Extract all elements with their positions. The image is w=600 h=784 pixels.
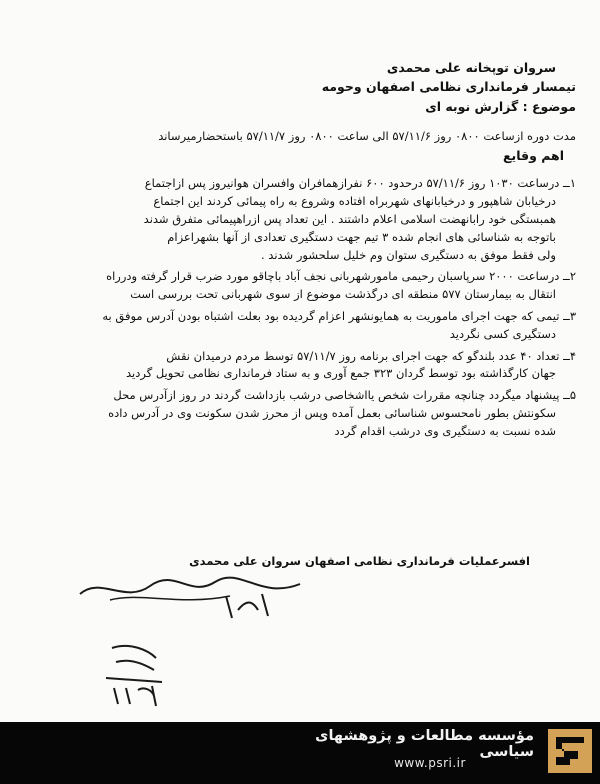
event-line: سکونتش بطور نامحسوس شناسائی بعمل آمده وپس از محرز شدن سکونت وی در آدرس داده xyxy=(108,406,556,421)
recipient-line: سروان توپخانه علی محمدی xyxy=(386,60,556,75)
event-line: ۳ــ تیمی که جهت اجرای ماموریت به همایونشهر اعزام گردیده بود بعلت اشتباه بودن آدرس موفق به xyxy=(102,309,576,323)
events-heading: اهم وقایع xyxy=(503,147,564,163)
event-item-5 xyxy=(24,387,576,440)
site-url: www.psri.ir xyxy=(394,756,466,770)
event-item-1 xyxy=(24,175,576,264)
period-line: مدت دوره ازساعت ۰۸۰۰ روز ۵۷/۱۱/۶ الی ساعت ۰۸۰۰ روز ۵۷/۱۱/۷ باستحضارمیرساند xyxy=(158,129,576,144)
signature-block: افسرعملیات فرمانداری نظامی اصفهان سروان علی محمدی xyxy=(189,554,530,568)
event-line: ۲ــ درساعت ۲۰۰۰ سرپاسبان رحیمی مامورشهربانی نجف آباد باچاقو مورد ضرب قرار گرفته ودرراه xyxy=(106,269,576,284)
event-line: جهان کارگذاشته بود توسط گردان ۳۲۳ جمع آوری و به ستاد فرمانداری نظامی تحویل گردید xyxy=(126,366,556,381)
event-line: درخیابان شاهپور و درخیابانهای شهربراه افتاده وشروع به راه پیمائی کردند این اجتماع xyxy=(153,194,556,209)
event-line: ۱ــ درساعت ۱۰۳۰ روز ۵۷/۱۱/۶ درحدود ۶۰۰ نفرازهمافران وافسران هوانیروز پس ازاجتماع xyxy=(144,176,576,191)
event-item-3 xyxy=(24,308,576,344)
logo-glyph xyxy=(548,729,592,773)
footer-banner xyxy=(0,722,600,784)
event-line: ۵ــ پیشنهاد میگردد چنانچه مقررات شخص یااشخاصی درشب بازداشت گردند در روز ازآدرس محل xyxy=(113,388,576,403)
event-line: انتقال به بیمارستان ۵۷۷ منطقه ای درگذشت موضوع از سوی شهربانی تحت بررسی است xyxy=(130,287,556,302)
subject-line: موضوع : گزارش نوبه ای xyxy=(425,98,576,114)
institute-logo-icon xyxy=(548,729,592,773)
org-name: مؤسسه مطالعات و پژوهشهای سیاسی xyxy=(315,728,534,760)
event-line: شده نسبت به دستگیری وی درشب اقدام گردد xyxy=(334,423,556,438)
event-line: ۴ــ تعداد ۴۰ عدد بلندگو که جهت اجرای برنامه روز ۵۷/۱۱/۷ توسط مردم درمیدان نقش xyxy=(166,348,576,363)
event-item-4 xyxy=(24,348,576,384)
handwritten-number-mark xyxy=(100,640,170,710)
event-line: دستگیری کسی نگردید xyxy=(449,326,556,341)
event-line: باتوجه به شناسائی های انجام شده ۳ تیم جهت دستگیری تعدادی از آنها بشهراعزام xyxy=(167,229,556,244)
signature-scribble xyxy=(70,570,310,610)
letter-body xyxy=(24,58,576,441)
event-item-2 xyxy=(24,268,576,304)
event-line: ولی فقط موفق به دستگیری ستوان وم خلیل سلحشور شدند . xyxy=(260,247,556,262)
handwritten-date-mark xyxy=(218,588,278,624)
event-line: همبستگی خود رابانهضت اسلامی اعلام داشتند . این تعداد پس ازراهپیمائی متفرق شدند xyxy=(143,211,556,226)
via-line: تیمسار فرمانداری نظامی اصفهان وحومه xyxy=(321,79,576,95)
